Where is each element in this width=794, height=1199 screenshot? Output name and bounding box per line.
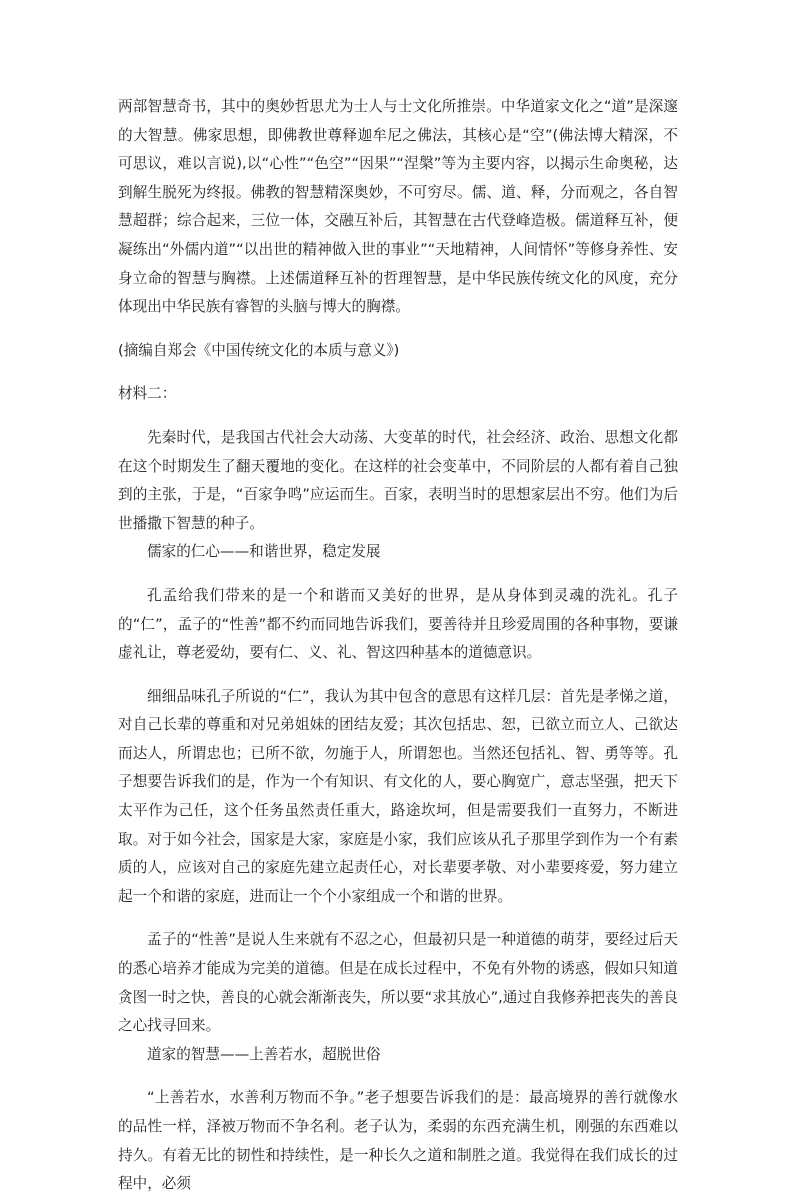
paragraph-confucius-mencius: 孔孟给我们带来的是一个和谐而又美好的世界，是从身体到灵魂的洗礼。孔子的“仁”，孟子的“性善”都不约而同地告诉我们，要善待并且珍爱周围的各种事物，要谦虚礼让，尊老爱幼，要有仁、义、礼、智这四种基本的道德意识。	[118, 586, 678, 662]
paragraph-xing-shan: 孟子的“性善”是说人生来就有不忍之心，但最初只是一种道德的萌芽，要经过后天的悉心培养才能成为完美的道德。但是在成长过程中，不免有外物的诱惑，假如只知道贪图一时之快，善良的心就会渐渐丧失，所以要“求其放心”,通过自我修养把丧失的善良之心找寻回来。	[118, 931, 678, 1035]
source-citation: (摘编自郑会《中国传统文化的本质与意义》)	[118, 341, 400, 359]
paragraph-philosophy-summary: 两部智慧奇书，其中的奥妙哲思尤为士人与士文化所推崇。中华道家文化之“道”是深邃的大智慧。佛家思想，即佛教世尊释迦牟尼之佛法，其核心是“空”(佛法博大精深，不可思议，难以言说),以“心性”“色空”“因果”“涅槃”等为主要内容，以揭示生命奥秘，达到解生脱死为终报。佛教的智慧精深奥妙，不可穷尽。儒、道、释，分而观之，各自智慧超群；综合起来，三位一体，交融互补后，其智慧在古代登峰造极。儒道释互补，便凝练出“外儒内道”“以出世的精神做入世的事业”“天地精神，人间情怀”等修身养性、安身立命的智慧与胸襟。上述儒道释互补的哲理智慧，是中华民族传统文化的风度，充分体现出中华民族有睿智的头脑与博大的胸襟。	[118, 98, 678, 316]
section-heading-daoist: 道家的智慧——上善若水，超脱世俗	[147, 1045, 381, 1063]
paragraph-pre-qin-era: 先秦时代，是我国古代社会大动荡、大变革的时代，社会经济、政治、思想文化都在这个时期发生了翻天覆地的变化。在这样的社会变革中，不同阶层的人都有着自己独到的主张，于是，“百家争鸣”应运而生。百家，表明当时的思想家层出不穷。他们为后世播撒下智慧的种子。	[118, 428, 678, 532]
section-heading-confucian: 儒家的仁心——和谐世界，稳定发展	[147, 543, 381, 561]
paragraph-ren-meaning: 细细品味孔子所说的“仁”，我认为其中包含的意思有这样几层：首先是孝悌之道，对自己长辈的尊重和对兄弟姐妹的团结友爱；其次包括忠、恕，已欲立而立人、己欲达而达人，所谓忠也；已所不欲，勿施于人，所谓恕也。当然还包括礼、智、勇等等。孔子想要告诉我们的是，作为一个有知识、有文化的人，要心胸宽广，意志坚强，把天下太平作为己任，这个任务虽然责任重大，路途坎坷，但是需要我们一直努力，不断进取。对于如今社会，国家是大家，家庭是小家，我们应该从孔子那里学到作为一个有素质的人，应该对自己的家庭先建立起责任心，对长辈要孝敬、对小辈要疼爱，努力建立起一个和谐的家庭，进而让一个个小家组成一个和谐的世界。	[118, 687, 678, 905]
material-two-label: 材料二：	[118, 385, 177, 403]
paragraph-water-virtue: “上善若水，水善利万物而不争。”老子想要告诉我们的是：最高境界的善行就像水的品性一样，泽被万物而不争名利。老子认为，柔弱的东西充满生机，刚强的东西难以持久。有着无比的韧性和持续性，是一种长久之道和制胜之道。我觉得在我们成长的过程中，必须	[118, 1089, 678, 1193]
document-page	[118, 93, 678, 1199]
